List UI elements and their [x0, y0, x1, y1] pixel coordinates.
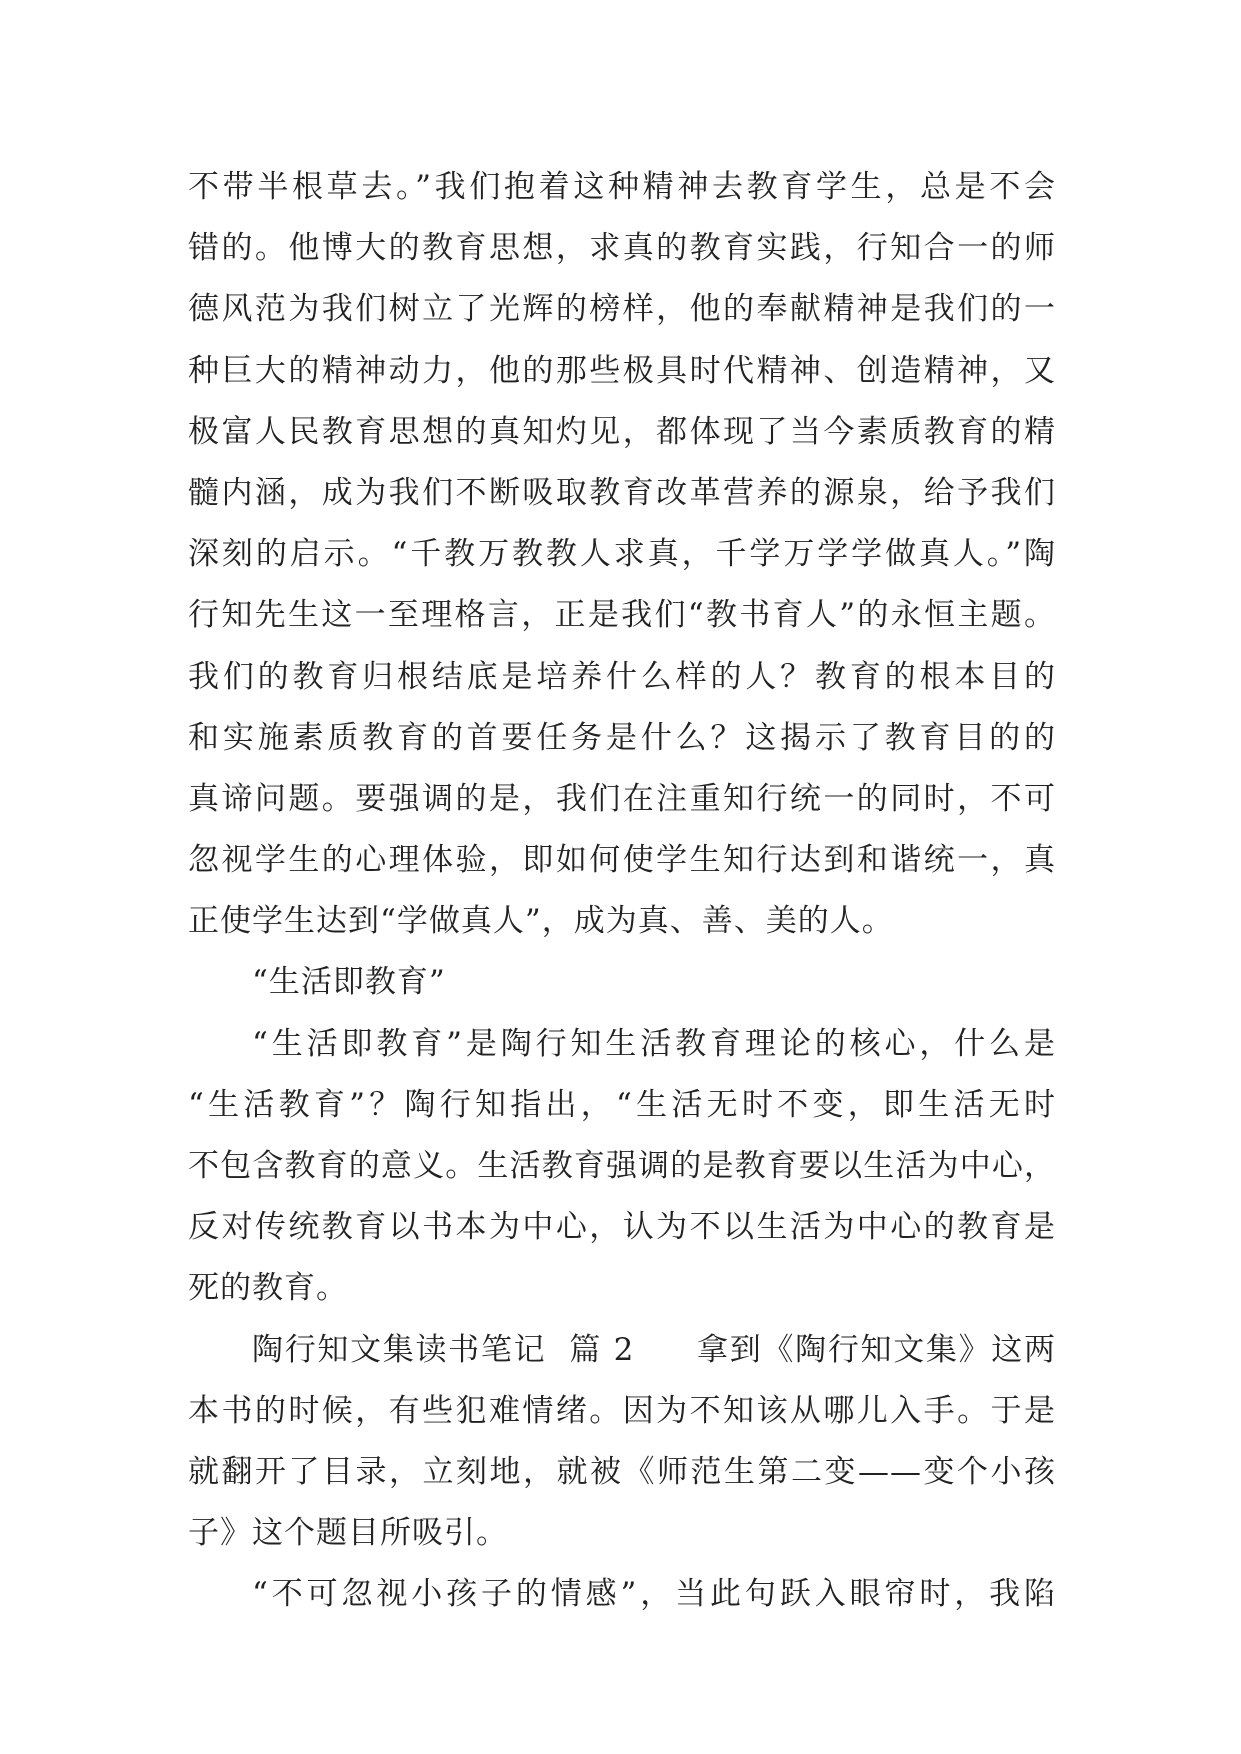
text-line: 错的。他博大的教育思想，求真的教育实践，行知合一的师	[188, 230, 1056, 267]
text-line: 行知先生这一至理格言，正是我们“教书育人”的永恒主题。	[188, 597, 1056, 634]
text-line: 本书的时候，有些犯难情绪。因为不知该从哪儿入手。于是	[188, 1392, 1056, 1429]
text-line: 反对传统教育以书本为中心，认为不以生活为中心的教育是	[188, 1209, 1056, 1246]
text-line: “生活教育”？陶行知指出，“生活无时不变，即生活无时	[188, 1086, 1056, 1123]
text-fragment: 拿到《陶行知文集》这两	[696, 1331, 1056, 1368]
body-text	[188, 157, 1056, 1626]
text-line: 种巨大的精神动力，他的那些极具时代精神、创造精神，又	[188, 352, 1056, 389]
text-line: 子》这个题目所吸引。	[188, 1515, 508, 1552]
text-line: 不包含教育的意义。生活教育强调的是教育要以生活为中心，	[188, 1148, 1056, 1184]
text-line: 极富人民教育思想的真知灼见，都体现了当今素质教育的精	[188, 413, 1056, 450]
text-line: 真谛问题。要强调的是，我们在注重知行统一的同时，不可	[188, 780, 1056, 817]
text-line: 不带半根草去。”我们抱着这种精神去教育学生，总是不会	[188, 169, 1056, 205]
text-line: “不可忽视小孩子的情感”，当此句跃入眼帘时，我陷	[252, 1576, 1056, 1613]
text-line: 我们的教育归根结底是培养什么样的人？教育的根本目的	[188, 658, 1056, 695]
text-line: 就翻开了目录，立刻地，就被《师范生第二变——变个小孩	[188, 1453, 1056, 1490]
section-heading: “生活即教育”	[252, 964, 446, 1001]
text-line: 德风范为我们树立了光辉的榜样，他的奉献精神是我们的一	[188, 291, 1056, 328]
chapter-heading: 陶行知文集读书笔记 篇 2	[252, 1331, 635, 1368]
text-line: 深刻的启示。“千教万教教人求真，千学万学学做真人。”陶	[188, 536, 1056, 573]
text-line: 和实施素质教育的首要任务是什么？这揭示了教育目的的	[188, 719, 1056, 756]
text-line	[188, 1320, 1056, 1381]
text-line: 髓内涵，成为我们不断吸取教育改革营养的源泉，给予我们	[188, 474, 1056, 511]
text-line: 忽视学生的心理体验，即如何使学生知行达到和谐统一，真	[188, 842, 1056, 879]
text-line: 正使学生达到“学做真人”，成为真、善、美的人。	[188, 903, 894, 940]
text-line: “生活即教育”是陶行知生活教育理论的核心，什么是	[252, 1025, 1056, 1062]
text-line: 死的教育。	[188, 1270, 348, 1307]
